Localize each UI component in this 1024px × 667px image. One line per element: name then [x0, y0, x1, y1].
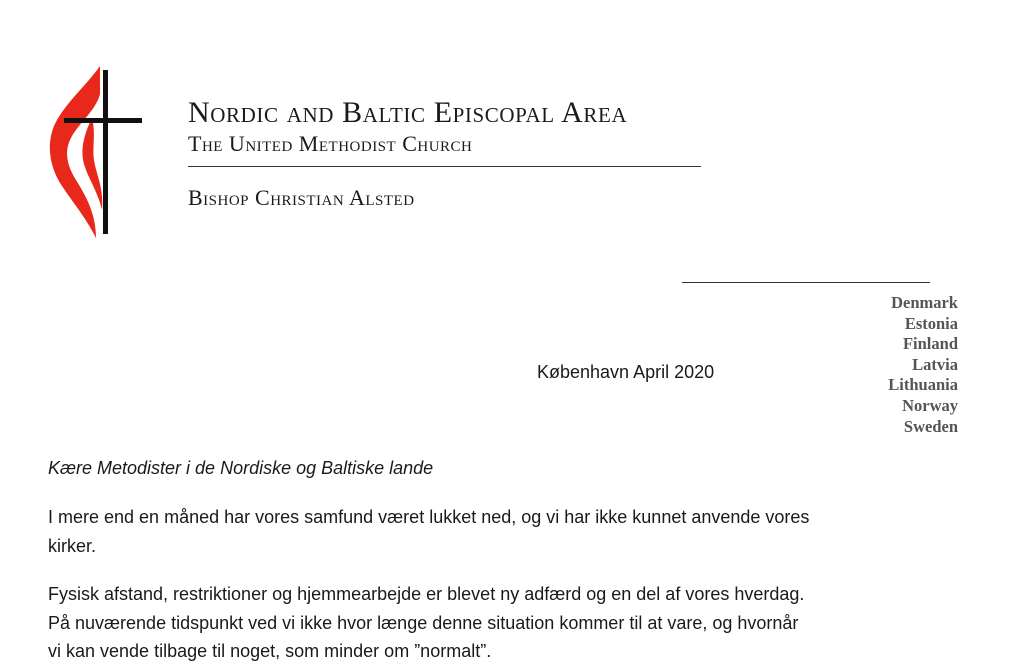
- cross-and-flame-icon: [46, 64, 150, 240]
- paragraph-line: I mere end en måned har vores samfund været lukket ned, og vi har ikke kunnet anvende vores: [48, 507, 810, 527]
- paragraph-line: kirker.: [48, 535, 97, 556]
- organization-title: Nordic and Baltic Episcopal Area: [188, 96, 628, 129]
- cross-horizontal-bar: [64, 118, 142, 123]
- church-subtitle: The United Methodist Church: [188, 131, 473, 156]
- letter-date: København April 2020: [537, 362, 715, 382]
- countries-list: [888, 293, 958, 437]
- country-item: Finland: [902, 334, 958, 354]
- country-item: Norway: [902, 395, 958, 415]
- flame-front-shape: [82, 118, 102, 210]
- paragraph-line: vi kan vende tilbage til noget, som minder om ”normalt”.: [48, 641, 492, 661]
- country-item: Sweden: [903, 416, 958, 436]
- countries-divider: [682, 282, 930, 283]
- bishop-name: Bishop Christian Alsted: [188, 185, 415, 210]
- country-item: Lithuania: [888, 375, 958, 395]
- country-item: Denmark: [891, 293, 958, 312]
- paragraph-line: På nuværende tidspunkt ved vi ikke hvor længe denne situation kommer til at vare, og hvornår: [48, 612, 799, 633]
- country-item: Latvia: [912, 354, 958, 374]
- country-item: Estonia: [904, 313, 958, 333]
- header-divider: [188, 166, 701, 167]
- cross-vertical-bar: [103, 70, 108, 234]
- paragraph-line: Fysisk afstand, restriktioner og hjemmearbejde er blevet ny adfærd og en del af vores hverdag.: [48, 584, 805, 604]
- letter-paragraph-1: [48, 503, 809, 560]
- letter-salutation: Kære Metodister i de Nordiske og Baltiske lande: [48, 458, 434, 478]
- letter-paragraph-2: [48, 580, 804, 666]
